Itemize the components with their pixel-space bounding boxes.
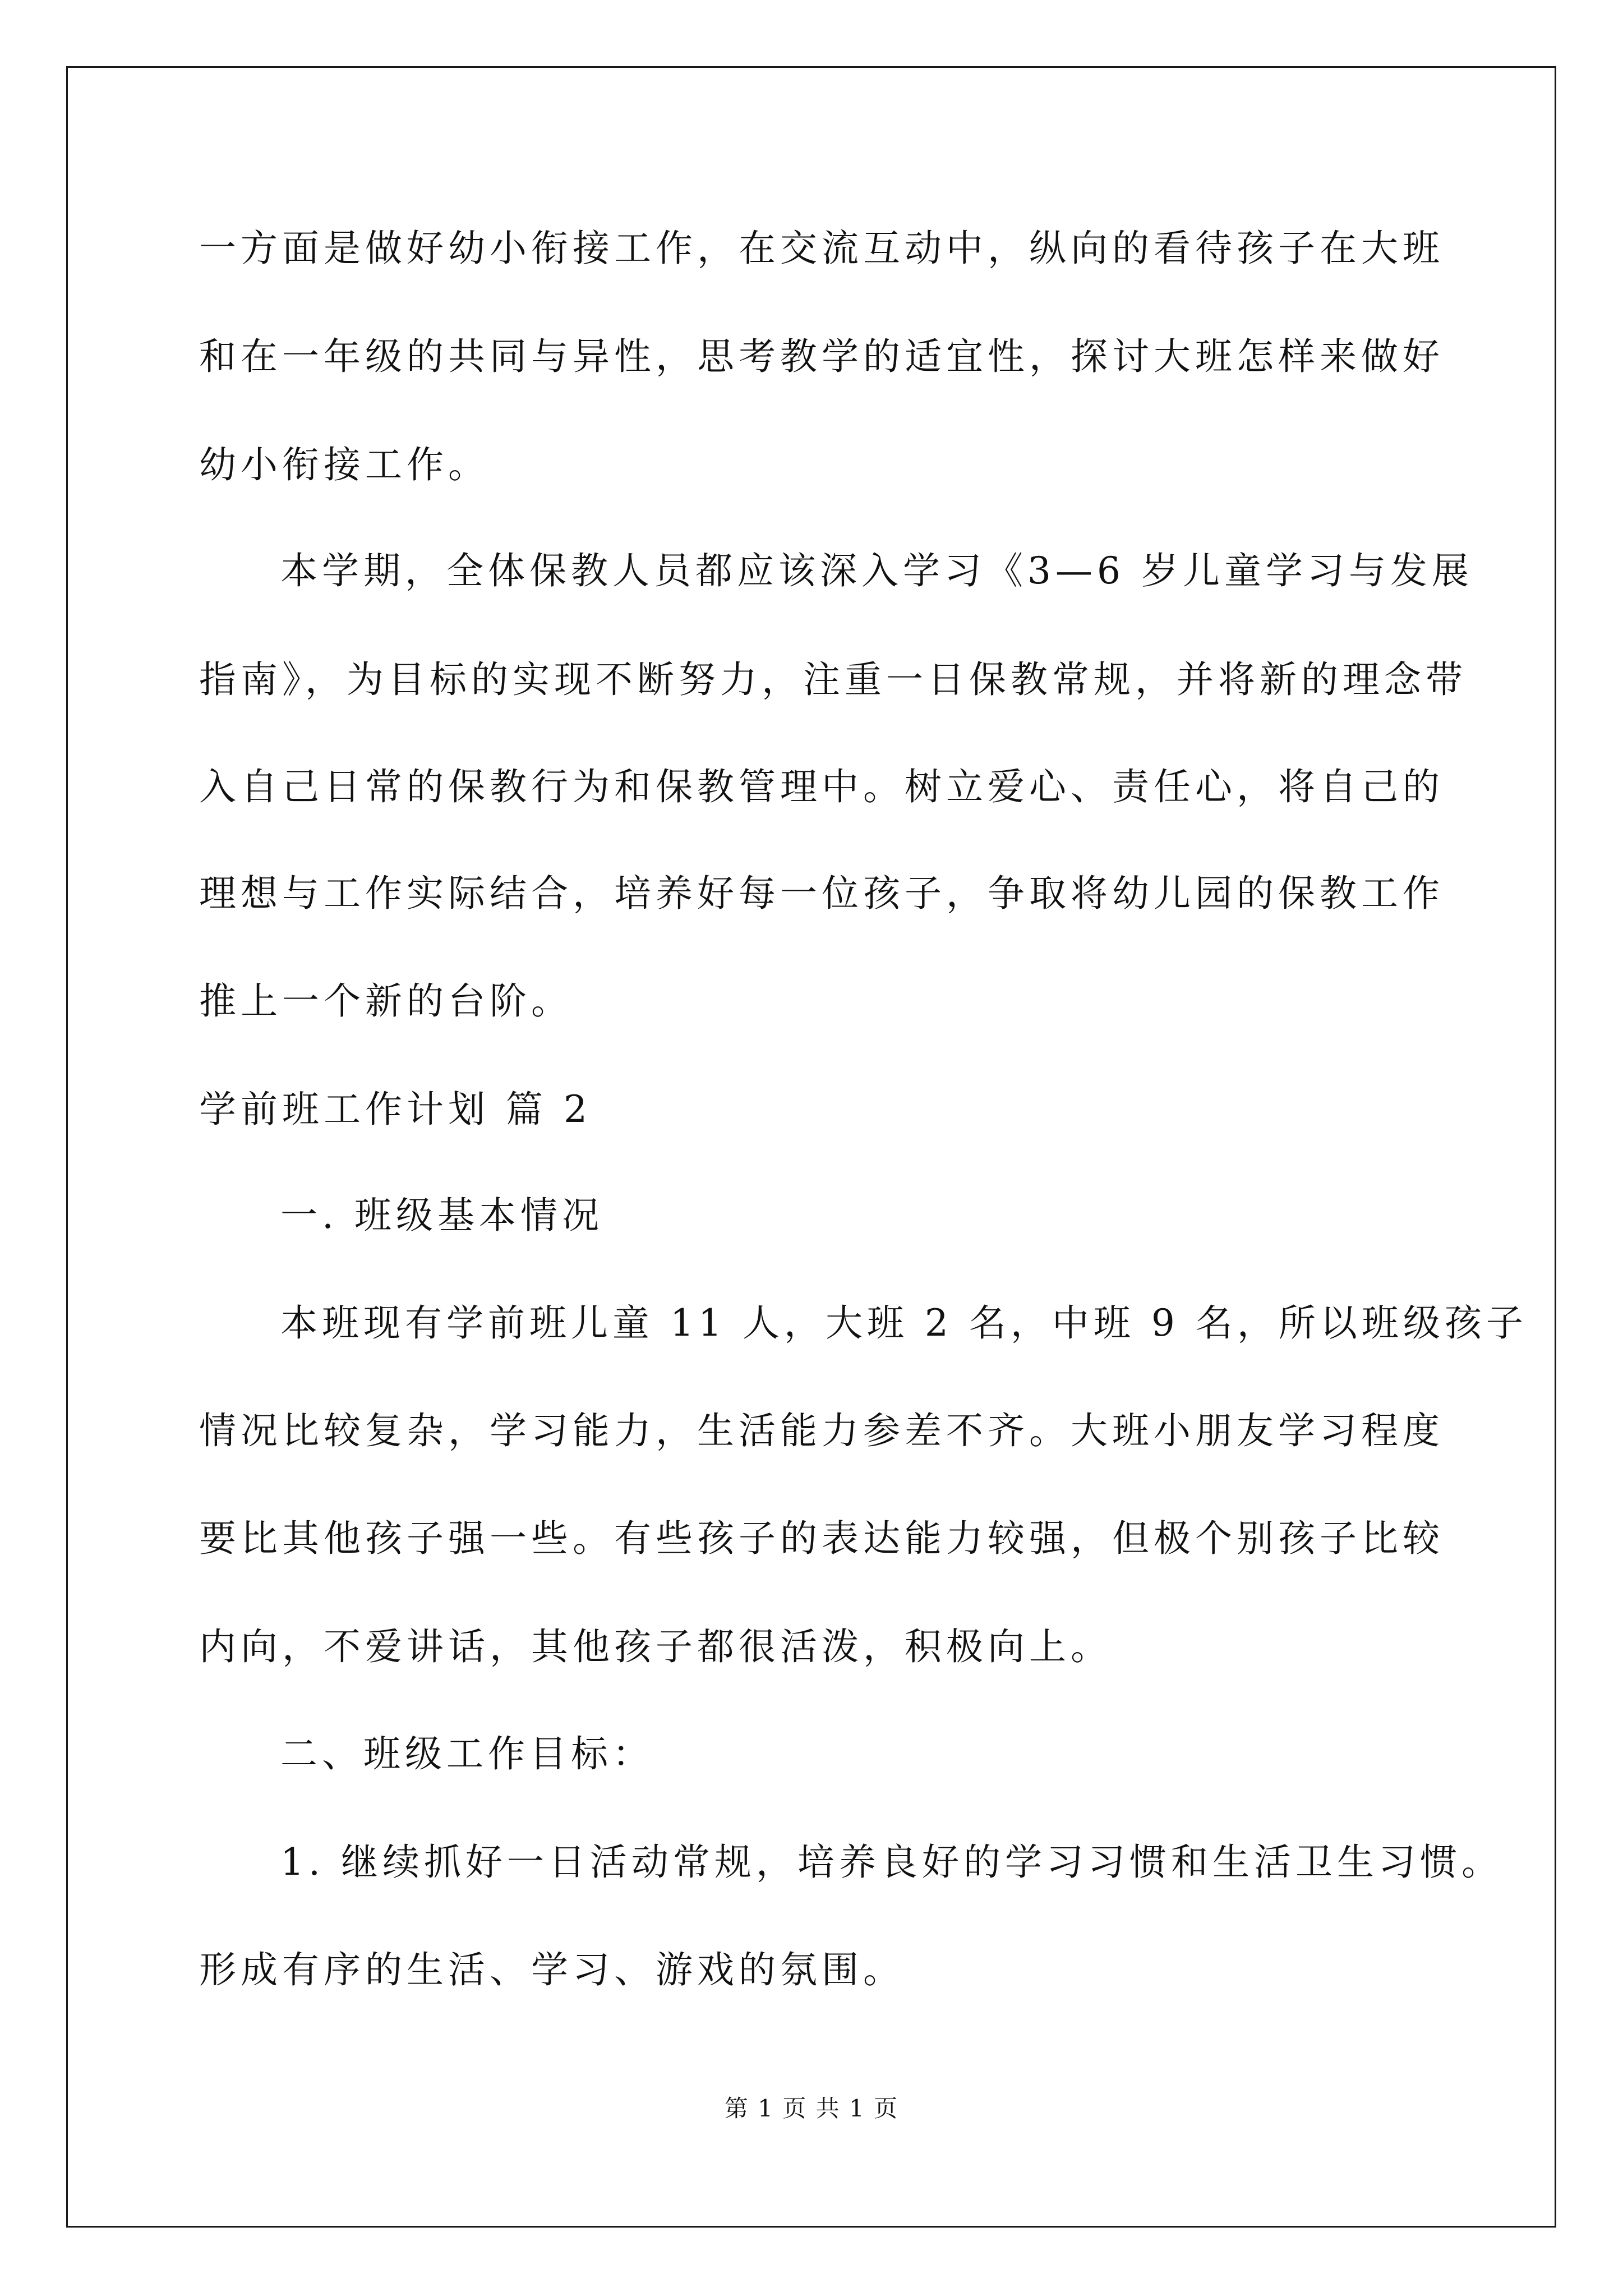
text-line: 指南》，为目标的实现不断努力，注重一日保教常规，并将新的理念带: [199, 658, 1467, 701]
subsection-heading: 一. 班级基本情况: [280, 1194, 603, 1237]
text-line: 一方面是做好幼小衔接工作，在交流互动中，纵向的看待孩子在大班: [199, 227, 1444, 270]
text-line: 形成有序的生活、学习、游戏的氛围。: [199, 1948, 905, 1991]
text-line: 本学期，全体保教人员都应该深入学习《3—6 岁儿童学习与发展: [280, 549, 1473, 592]
text-line: 1. 继续抓好一日活动常规，培养良好的学习习惯和生活卫生习惯。: [280, 1841, 1503, 1884]
text-line: 情况比较复杂，学习能力，生活能力参差不齐。大班小朋友学习程度: [199, 1409, 1444, 1452]
text-line: 内向，不爱讲话，其他孩子都很活泼，积极向上。: [199, 1625, 1112, 1668]
text-line: 要比其他孩子强一些。有些孩子的表达能力较强，但极个别孩子比较: [199, 1517, 1444, 1560]
page-footer: 第 1 页 共 1 页: [724, 2095, 899, 2122]
text-line: 入自己日常的保教行为和保教管理中。树立爱心、责任心，将自己的: [199, 765, 1444, 808]
text-line: 幼小衔接工作。: [199, 443, 490, 486]
text-line: 推上一个新的台阶。: [199, 979, 573, 1023]
text-line: 和在一年级的共同与异性，思考教学的适宜性，探讨大班怎样来做好: [199, 335, 1444, 378]
section-heading: 学前班工作计划 篇 2: [199, 1088, 592, 1131]
text-line: 本班现有学前班儿童 11 人，大班 2 名，中班 9 名，所以班级孩子: [280, 1301, 1528, 1345]
subsection-heading: 二、班级工作目标：: [280, 1732, 654, 1775]
page-border: [66, 66, 1556, 2228]
text-line: 理想与工作实际结合，培养好每一位孩子，争取将幼儿园的保教工作: [199, 872, 1444, 915]
